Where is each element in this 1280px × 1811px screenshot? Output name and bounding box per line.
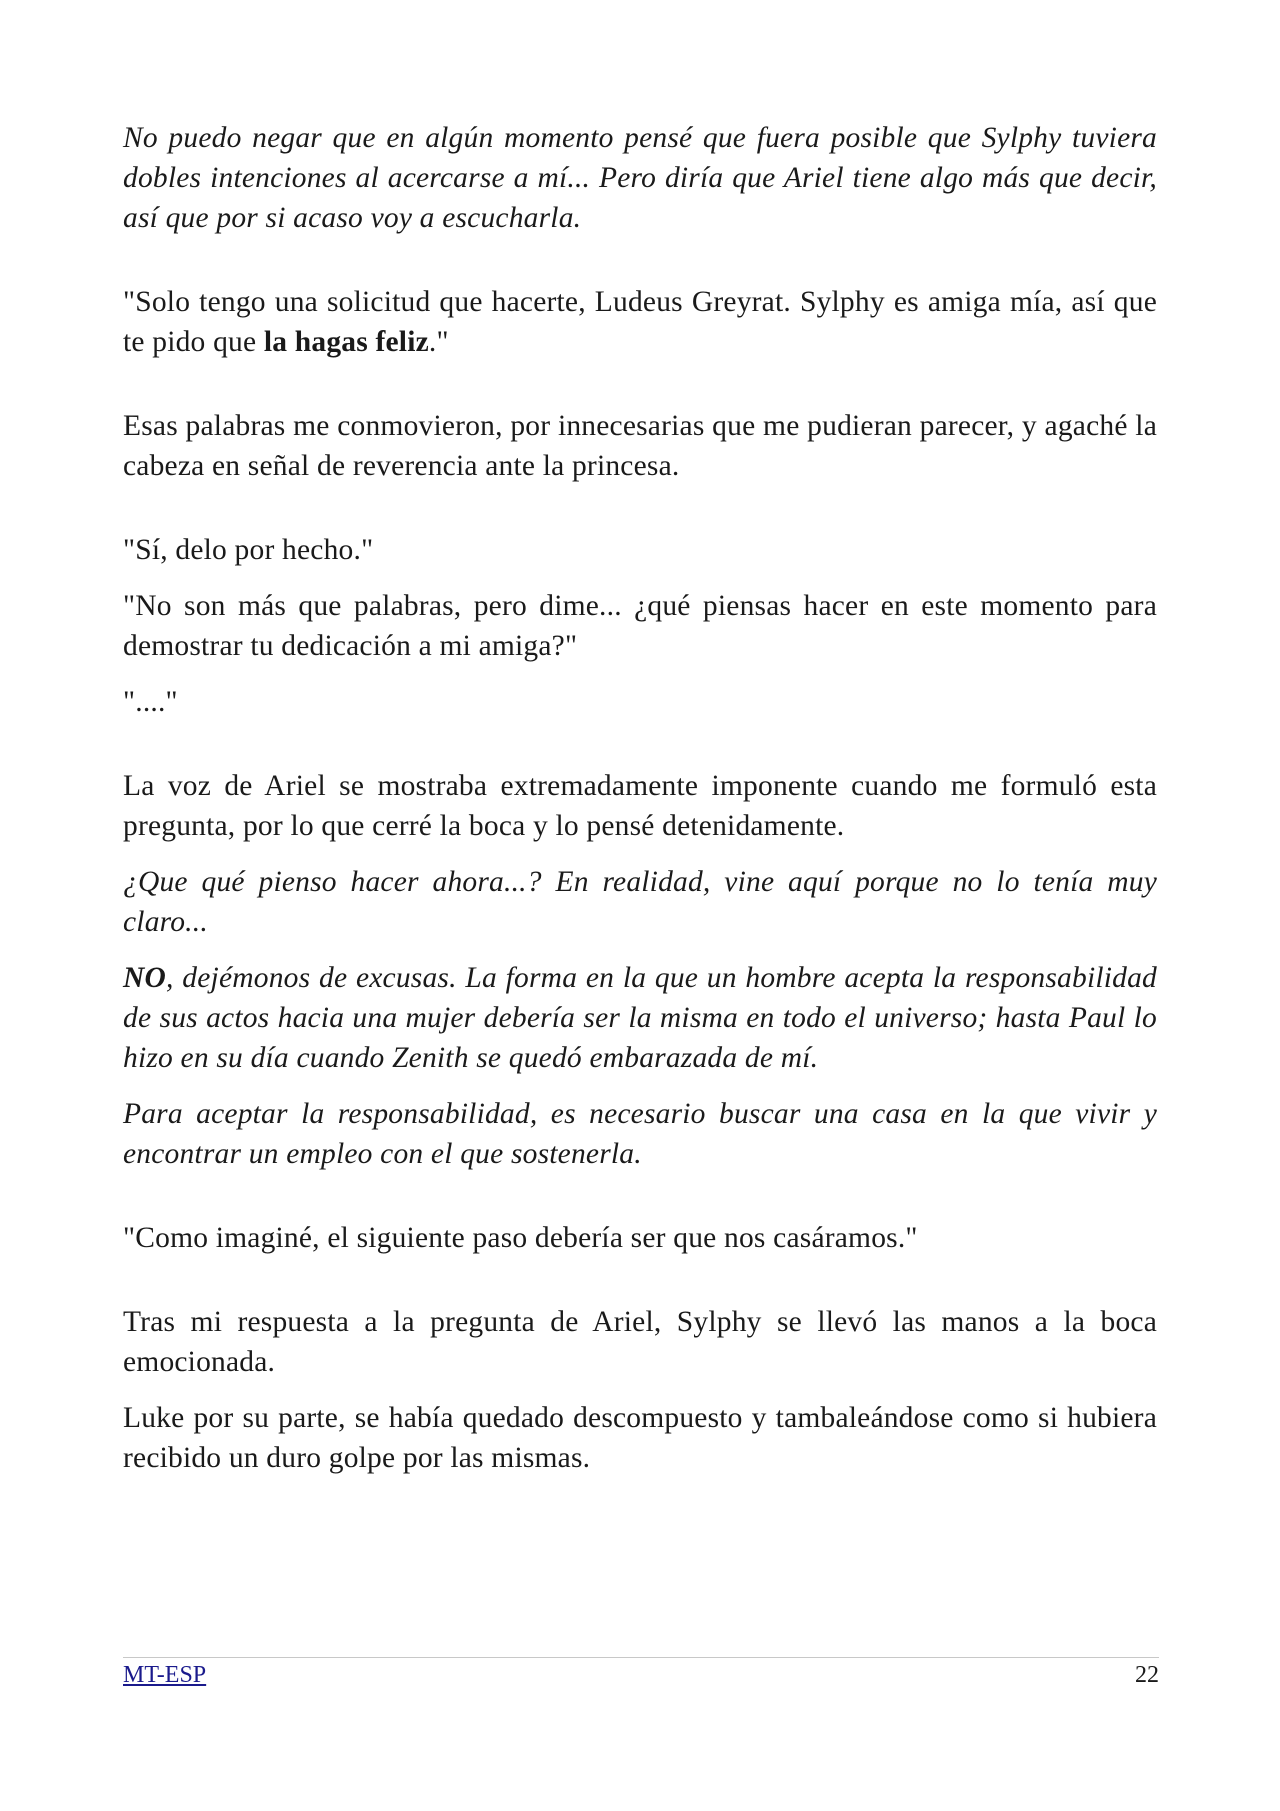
page-footer bbox=[123, 1657, 1159, 1689]
footer-link[interactable]: MT-ESP bbox=[123, 1662, 207, 1688]
paragraph-9-text: , dejémonos de excusas. La forma en la que un hombre acepta la responsabilidad de sus actos hacia una mujer debería ser la misma en todo el universo; hasta Paul lo hizo en su día cuando Zenith se quedó embarazada de mí. bbox=[123, 962, 1157, 1074]
paragraph-13: Luke por su parte, se había quedado descompuesto y tambaleándose como si hubiera recibido un duro golpe por las mismas. bbox=[123, 1402, 1157, 1474]
paragraph-2-text-b: ." bbox=[428, 326, 449, 358]
paragraph-7: La voz de Ariel se mostraba extremadamente imponente cuando me formuló esta pregunta, por lo que cerré la boca y lo pensé detenidamente. bbox=[123, 770, 1157, 842]
paragraph-2 bbox=[123, 282, 1157, 362]
document-body bbox=[123, 118, 1157, 1478]
paragraph-2-text-a: "Solo tengo una solicitud que hacerte, Ludeus Greyrat. Sylphy es amiga mía, así que te pido que bbox=[123, 286, 1157, 358]
paragraph-8: ¿Que qué pienso hacer ahora...? En realidad, vine aquí porque no lo tenía muy claro... bbox=[123, 866, 1157, 938]
paragraph-2-bold: la hagas feliz bbox=[263, 326, 429, 358]
paragraph-11: "Como imaginé, el siguiente paso debería ser que nos casáramos." bbox=[123, 1222, 918, 1254]
paragraph-9 bbox=[123, 958, 1157, 1078]
page-number: 22 bbox=[1135, 1662, 1159, 1688]
paragraph-1: No puedo negar que en algún momento pensé que fuera posible que Sylphy tuviera dobles intenciones al acercarse a mí... Pero diría que Ariel tiene algo más que decir, así que por si acaso voy a escucharla. bbox=[123, 122, 1157, 234]
paragraph-3: Esas palabras me conmovieron, por innecesarias que me pudieran parecer, y agaché la cabeza en señal de reverencia ante la princesa. bbox=[123, 410, 1157, 482]
paragraph-10: Para aceptar la responsabilidad, es necesario buscar una casa en la que vivir y encontrar un empleo con el que sostenerla. bbox=[123, 1098, 1157, 1170]
paragraph-5: "No son más que palabras, pero dime... ¿qué piensas hacer en este momento para demostrar tu dedicación a mi amiga?" bbox=[123, 590, 1157, 662]
paragraph-12: Tras mi respuesta a la pregunta de Ariel, Sylphy se llevó las manos a la boca emocionada. bbox=[123, 1306, 1157, 1378]
paragraph-4: "Sí, delo por hecho." bbox=[123, 534, 374, 566]
paragraph-6: "...." bbox=[123, 686, 178, 718]
paragraph-9-bold: NO bbox=[123, 962, 167, 994]
